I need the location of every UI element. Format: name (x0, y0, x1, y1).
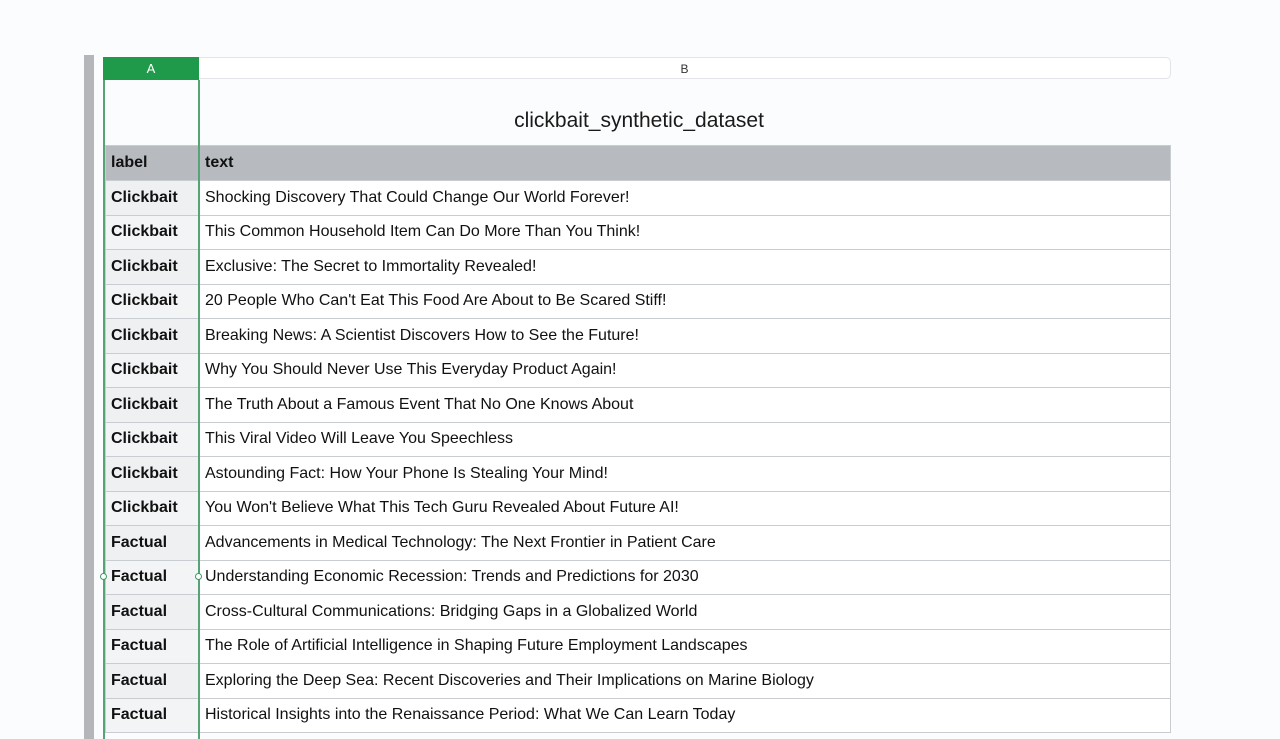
header-text[interactable]: text (200, 146, 1171, 181)
table-row (106, 181, 1171, 216)
header-row (106, 146, 1171, 181)
label-cell[interactable]: Clickbait (106, 422, 200, 457)
table-row (106, 215, 1171, 250)
text-cell[interactable]: Cross-Cultural Communications: Bridging Gaps in a Globalized World (200, 595, 1171, 630)
table-row (106, 422, 1171, 457)
text-cell[interactable]: Exploring the Deep Sea: Recent Discoveries and Their Implications on Marine Biology (200, 664, 1171, 699)
text-cell[interactable]: The Truth About a Famous Event That No One Knows About (200, 388, 1171, 423)
column-headers (103, 57, 1171, 80)
label-cell[interactable]: Clickbait (106, 319, 200, 354)
label-cell[interactable]: Clickbait (106, 457, 200, 492)
label-cell[interactable]: Clickbait (106, 491, 200, 526)
table-row (106, 526, 1171, 561)
label-cell[interactable]: Clickbait (106, 215, 200, 250)
title-cell-a[interactable] (103, 80, 199, 145)
label-cell[interactable]: Clickbait (106, 388, 200, 423)
label-cell[interactable]: Clickbait (106, 284, 200, 319)
table-row (106, 353, 1171, 388)
title-row (103, 80, 1171, 145)
text-cell[interactable]: Breaking News: A Scientist Discovers How to See the Future! (200, 319, 1171, 354)
table-row (106, 319, 1171, 354)
text-cell[interactable]: You Won't Believe What This Tech Guru Revealed About Future AI! (200, 491, 1171, 526)
text-cell[interactable]: This Viral Video Will Leave You Speechless (200, 422, 1171, 457)
label-cell[interactable]: Factual (106, 664, 200, 699)
selection-border-right (198, 80, 200, 739)
label-cell[interactable]: Factual (106, 698, 200, 733)
label-cell[interactable]: Factual (106, 629, 200, 664)
text-cell[interactable]: Why You Should Never Use This Everyday Product Again! (200, 353, 1171, 388)
table-row (106, 560, 1171, 595)
data-table (105, 145, 1171, 733)
left-scroll-rail (84, 55, 94, 739)
table-row (106, 664, 1171, 699)
label-cell[interactable]: Factual (106, 595, 200, 630)
table-row (106, 250, 1171, 285)
sheet-title[interactable]: clickbait_synthetic_dataset (514, 109, 764, 132)
selection-handle-left[interactable] (100, 573, 107, 580)
text-cell[interactable]: The Role of Artificial Intelligence in Shaping Future Employment Landscapes (200, 629, 1171, 664)
header-label[interactable]: label (106, 146, 200, 181)
table-row (106, 284, 1171, 319)
table-row (106, 491, 1171, 526)
spreadsheet (103, 57, 1171, 739)
column-header-b[interactable]: B (199, 57, 1171, 79)
label-cell[interactable]: Clickbait (106, 181, 200, 216)
text-cell[interactable]: Shocking Discovery That Could Change Our World Forever! (200, 181, 1171, 216)
label-cell[interactable]: Factual (106, 560, 200, 595)
label-cell[interactable]: Clickbait (106, 353, 200, 388)
text-cell[interactable]: Exclusive: The Secret to Immortality Revealed! (200, 250, 1171, 285)
selection-border-left (103, 80, 105, 739)
label-cell[interactable]: Clickbait (106, 250, 200, 285)
table-row (106, 698, 1171, 733)
label-cell[interactable]: Factual (106, 526, 200, 561)
column-header-a[interactable]: A (103, 57, 199, 80)
text-cell[interactable]: Historical Insights into the Renaissance Period: What We Can Learn Today (200, 698, 1171, 733)
text-cell[interactable]: Advancements in Medical Technology: The Next Frontier in Patient Care (200, 526, 1171, 561)
table-row (106, 595, 1171, 630)
table-row (106, 388, 1171, 423)
table-row (106, 457, 1171, 492)
table-row (106, 629, 1171, 664)
selection-handle-right[interactable] (195, 573, 202, 580)
text-cell[interactable]: This Common Household Item Can Do More Than You Think! (200, 215, 1171, 250)
text-cell[interactable]: Understanding Economic Recession: Trends and Predictions for 2030 (200, 560, 1171, 595)
text-cell[interactable]: Astounding Fact: How Your Phone Is Stealing Your Mind! (200, 457, 1171, 492)
text-cell[interactable]: 20 People Who Can't Eat This Food Are About to Be Scared Stiff! (200, 284, 1171, 319)
